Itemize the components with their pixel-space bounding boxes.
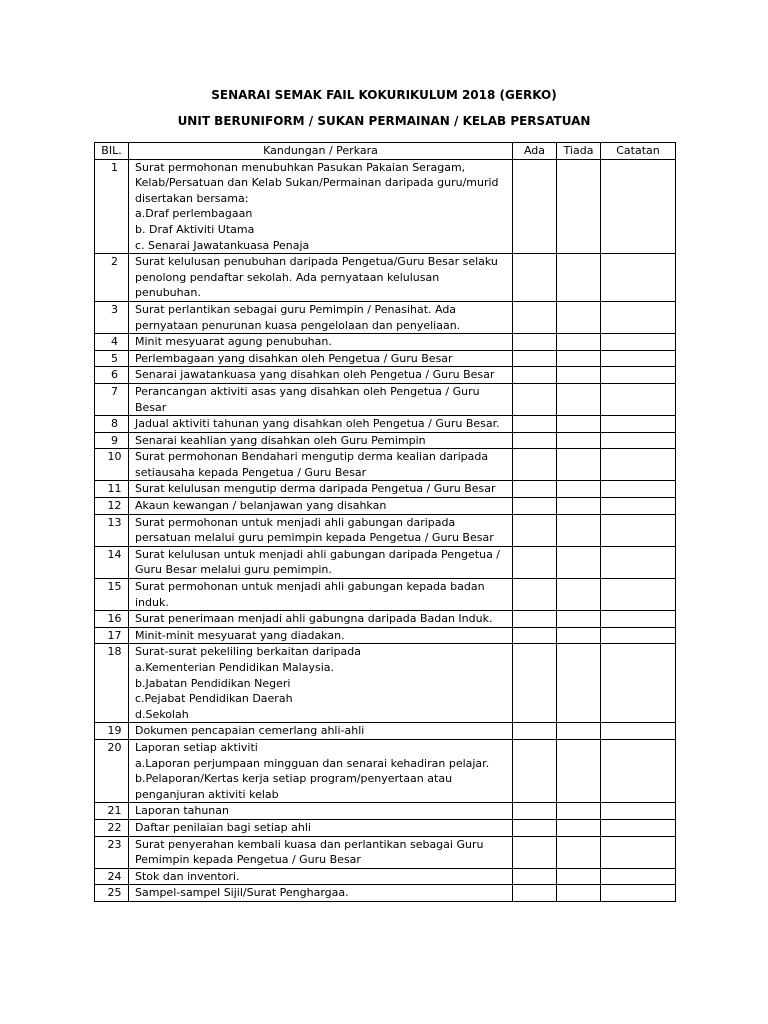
row-number: 2 <box>95 254 129 302</box>
row-number: 7 <box>95 383 129 415</box>
row-number: 24 <box>95 868 129 885</box>
row-number: 3 <box>95 301 129 333</box>
row-item <box>129 819 513 836</box>
row-number: 14 <box>95 546 129 578</box>
row-number: 15 <box>95 579 129 611</box>
tiada-cell[interactable] <box>557 723 601 740</box>
table-row <box>95 367 676 384</box>
item-text-line: Surat permohonan untuk menjadi ahli gabungan kepada badan <box>135 580 485 594</box>
ada-cell[interactable] <box>513 432 557 449</box>
tiada-cell[interactable] <box>557 868 601 885</box>
row-item <box>129 514 513 546</box>
tiada-cell[interactable] <box>557 432 601 449</box>
row-item <box>129 367 513 384</box>
item-text-line: c.Pejabat Pendidikan Daerah <box>135 692 293 706</box>
tiada-cell[interactable] <box>557 367 601 384</box>
catatan-cell[interactable] <box>601 514 676 546</box>
row-number: 4 <box>95 334 129 351</box>
ada-cell[interactable] <box>513 611 557 628</box>
row-number: 19 <box>95 723 129 740</box>
tiada-cell[interactable] <box>557 546 601 578</box>
catatan-cell[interactable] <box>601 350 676 367</box>
tiada-cell[interactable] <box>557 350 601 367</box>
tiada-cell[interactable] <box>557 885 601 902</box>
table-row <box>95 416 676 433</box>
catatan-cell[interactable] <box>601 449 676 481</box>
row-number: 22 <box>95 819 129 836</box>
item-text-line: pernyataan penurunan kuasa pengelolaan dan penyeliaan. <box>135 318 461 332</box>
catatan-cell[interactable] <box>601 579 676 611</box>
catatan-cell[interactable] <box>601 301 676 333</box>
tiada-cell[interactable] <box>557 159 601 254</box>
item-text-line: Surat perlantikan sebagai guru Pemimpin / Penasihat. Ada <box>135 302 457 316</box>
item-text-line: Surat penerimaan menjadi ahli gabungna daripada Badan Induk. <box>135 612 493 626</box>
table-row <box>95 301 676 333</box>
ada-cell[interactable] <box>513 416 557 433</box>
ada-cell[interactable] <box>513 739 557 802</box>
header-item: Kandungan / Perkara <box>129 143 513 160</box>
table-header-row <box>95 143 676 160</box>
catatan-cell[interactable] <box>601 159 676 254</box>
row-item <box>129 627 513 644</box>
row-number: 8 <box>95 416 129 433</box>
item-text-line: Minit mesyuarat agung penubuhan. <box>135 335 332 349</box>
table-row <box>95 334 676 351</box>
header-ada: Ada <box>513 143 557 160</box>
tiada-cell[interactable] <box>557 449 601 481</box>
row-item <box>129 868 513 885</box>
table-row <box>95 383 676 415</box>
table-row <box>95 159 676 254</box>
tiada-cell[interactable] <box>557 416 601 433</box>
ada-cell[interactable] <box>513 627 557 644</box>
row-item <box>129 301 513 333</box>
ada-cell[interactable] <box>513 723 557 740</box>
row-number: 13 <box>95 514 129 546</box>
table-row <box>95 627 676 644</box>
row-item <box>129 644 513 723</box>
catatan-cell[interactable] <box>601 885 676 902</box>
ada-cell[interactable] <box>513 885 557 902</box>
item-text-line: Guru Besar melalui guru pemimpin. <box>135 563 332 577</box>
item-text-line: Senarai jawatankuasa yang disahkan oleh Pengetua / Guru Besar <box>135 368 495 382</box>
catatan-cell[interactable] <box>601 432 676 449</box>
ada-cell[interactable] <box>513 350 557 367</box>
row-number: 10 <box>95 449 129 481</box>
item-text-line: a.Draf perlembagaan <box>135 207 253 221</box>
catatan-cell[interactable] <box>601 334 676 351</box>
catatan-cell[interactable] <box>601 254 676 302</box>
ada-cell[interactable] <box>513 498 557 515</box>
tiada-cell[interactable] <box>557 836 601 868</box>
ada-cell[interactable] <box>513 579 557 611</box>
item-text-line: Surat-surat pekeliling berkaitan daripada <box>135 645 361 659</box>
item-text-line: Senarai keahlian yang disahkan oleh Guru Pemimpin <box>135 433 426 447</box>
tiada-cell[interactable] <box>557 481 601 498</box>
item-text-line: Kelab/Persatuan dan Kelab Sukan/Permainan daripada guru/murid <box>135 176 499 190</box>
item-text-line: Besar <box>135 400 167 414</box>
document-subtitle: UNIT BERUNIFORM / SUKAN PERMAINAN / KELAB PERSATUAN <box>177 114 591 128</box>
ada-cell[interactable] <box>513 383 557 415</box>
row-item <box>129 803 513 820</box>
item-text-line: Laporan tahunan <box>135 804 229 818</box>
item-text-line: Surat penyerahan kembali kuasa dan perlantikan sebagai Guru <box>135 837 484 851</box>
ada-cell[interactable] <box>513 334 557 351</box>
tiada-cell[interactable] <box>557 383 601 415</box>
row-item <box>129 579 513 611</box>
table-row <box>95 579 676 611</box>
ada-cell[interactable] <box>513 159 557 254</box>
table-row <box>95 819 676 836</box>
row-item <box>129 498 513 515</box>
tiada-cell[interactable] <box>557 611 601 628</box>
catatan-cell[interactable] <box>601 644 676 723</box>
row-number: 12 <box>95 498 129 515</box>
item-text-line: penubuhan. <box>135 286 201 300</box>
item-text-line: Surat permohonan Bendahari mengutip derma kealian daripada <box>135 450 489 464</box>
table-row <box>95 449 676 481</box>
tiada-cell[interactable] <box>557 819 601 836</box>
row-item <box>129 254 513 302</box>
catatan-cell[interactable] <box>601 627 676 644</box>
item-text-line: b.Pelaporan/Kertas kerja setiap program/penyertaan atau <box>135 772 453 786</box>
item-text-line: a.Kementerian Pendidikan Malaysia. <box>135 661 334 674</box>
tiada-cell[interactable] <box>557 334 601 351</box>
item-text-line: Jadual aktiviti tahunan yang disahkan oleh Pengetua / Guru Besar. <box>135 417 500 431</box>
item-text-line: a.Laporan perjumpaan mingguan dan senarai kehadiran pelajar. <box>135 756 490 770</box>
header-catatan: Catatan <box>601 143 676 160</box>
catatan-cell[interactable] <box>601 803 676 820</box>
ada-cell[interactable] <box>513 546 557 578</box>
catatan-cell[interactable] <box>601 416 676 433</box>
row-number: 11 <box>95 481 129 498</box>
document-title: SENARAI SEMAK FAIL KOKURIKULUM 2018 (GERKO) <box>211 88 557 102</box>
item-text-line: Perlembagaan yang disahkan oleh Pengetua / Guru Besar <box>135 351 453 365</box>
item-text-line: Akaun kewangan / belanjawan yang disahkan <box>135 499 387 513</box>
row-item <box>129 481 513 498</box>
table-row <box>95 432 676 449</box>
row-item <box>129 416 513 433</box>
row-number: 23 <box>95 836 129 868</box>
item-text-line: setiausaha kepada Pengetua / Guru Besar <box>135 465 367 479</box>
row-number: 25 <box>95 885 129 902</box>
item-text-line: Surat permohonan untuk menjadi ahli gabungan daripada <box>135 515 456 529</box>
row-item <box>129 159 513 254</box>
row-item <box>129 885 513 902</box>
ada-cell[interactable] <box>513 254 557 302</box>
ada-cell[interactable] <box>513 836 557 868</box>
row-number: 6 <box>95 367 129 384</box>
catatan-cell[interactable] <box>601 836 676 868</box>
ada-cell[interactable] <box>513 481 557 498</box>
row-number: 5 <box>95 350 129 367</box>
item-text-line: induk. <box>135 595 169 609</box>
ada-cell[interactable] <box>513 514 557 546</box>
row-number: 20 <box>95 739 129 802</box>
table-row <box>95 868 676 885</box>
item-text-line: penolong pendaftar sekolah. Ada pernyataan kelulusan <box>135 270 440 284</box>
ada-cell[interactable] <box>513 301 557 333</box>
catatan-cell[interactable] <box>601 819 676 836</box>
row-item <box>129 546 513 578</box>
table-row <box>95 254 676 302</box>
catatan-cell[interactable] <box>601 383 676 415</box>
catatan-cell[interactable] <box>601 367 676 384</box>
catatan-cell[interactable] <box>601 546 676 578</box>
item-text-line: b. Draf Aktiviti Utama <box>135 222 255 236</box>
ada-cell[interactable] <box>513 868 557 885</box>
table-row <box>95 611 676 628</box>
item-text-line: penganjuran aktiviti kelab <box>135 787 279 801</box>
tiada-cell[interactable] <box>557 644 601 723</box>
tiada-cell[interactable] <box>557 627 601 644</box>
tiada-cell[interactable] <box>557 301 601 333</box>
table-row <box>95 498 676 515</box>
item-text-line: Stok dan inventori. <box>135 869 240 883</box>
table-row <box>95 546 676 578</box>
table-row <box>95 644 676 723</box>
row-item <box>129 432 513 449</box>
item-text-line: Surat kelulusan penubuhan daripada Pengetua/Guru Besar selaku <box>135 255 498 269</box>
item-text-line: disertakan bersama: <box>135 191 249 205</box>
catatan-cell[interactable] <box>601 498 676 515</box>
row-item <box>129 611 513 628</box>
row-number: 17 <box>95 627 129 644</box>
tiada-cell[interactable] <box>557 498 601 515</box>
tiada-cell[interactable] <box>557 803 601 820</box>
header-bil: BIL. <box>95 143 129 160</box>
item-text-line: Perancangan aktiviti asas yang disahkan oleh Pengetua / Guru <box>135 384 480 398</box>
table-row <box>95 350 676 367</box>
catatan-cell[interactable] <box>601 481 676 498</box>
item-text-line: Sampel-sampel Sijil/Surat Penghargaa. <box>135 886 349 900</box>
row-number: 9 <box>95 432 129 449</box>
row-number: 16 <box>95 611 129 628</box>
catatan-cell[interactable] <box>601 739 676 802</box>
ada-cell[interactable] <box>513 803 557 820</box>
tiada-cell[interactable] <box>557 579 601 611</box>
item-text-line: Dokumen pencapaian cemerlang ahli-ahli <box>135 724 365 738</box>
ada-cell[interactable] <box>513 449 557 481</box>
item-text-line: Surat kelulusan mengutip derma daripada Pengetua / Guru Besar <box>135 482 496 496</box>
row-item <box>129 739 513 802</box>
row-item <box>129 383 513 415</box>
catatan-cell[interactable] <box>601 723 676 740</box>
item-text-line: c. Senarai Jawatankuasa Penaja <box>135 238 310 252</box>
row-item <box>129 334 513 351</box>
table-row <box>95 803 676 820</box>
item-text-line: persatuan melalui guru pemimpin kepada Pengetua / Guru Besar <box>135 531 494 545</box>
row-item <box>129 449 513 481</box>
header-tiada: Tiada <box>557 143 601 160</box>
row-item <box>129 723 513 740</box>
item-text-line: Minit-minit mesyuarat yang diadakan. <box>135 628 345 642</box>
row-item <box>129 350 513 367</box>
table-row <box>95 739 676 802</box>
row-number: 18 <box>95 644 129 723</box>
item-text-line: Daftar penilaian bagi setiap ahli <box>135 820 311 834</box>
tiada-cell[interactable] <box>557 514 601 546</box>
table-row <box>95 723 676 740</box>
checklist-table <box>94 142 676 902</box>
item-text-line: Pemimpin kepada Pengetua / Guru Besar <box>135 853 361 867</box>
item-text-line: Surat kelulusan untuk menjadi ahli gabungan daripada Pengetua / <box>135 547 501 561</box>
item-text-line: Surat permohonan menubuhkan Pasukan Pakaian Seragam, <box>135 160 466 174</box>
item-text-line: Laporan setiap aktiviti <box>135 740 258 754</box>
table-row <box>95 514 676 546</box>
item-text-line: b.Jabatan Pendidikan Negeri <box>135 676 291 690</box>
table-row <box>95 885 676 902</box>
item-text-line: d.Sekolah <box>135 707 189 721</box>
ada-cell[interactable] <box>513 819 557 836</box>
tiada-cell[interactable] <box>557 739 601 802</box>
ada-cell[interactable] <box>513 367 557 384</box>
row-number: 1 <box>95 159 129 254</box>
table-body <box>95 159 676 901</box>
catatan-cell[interactable] <box>601 868 676 885</box>
tiada-cell[interactable] <box>557 254 601 302</box>
catatan-cell[interactable] <box>601 611 676 628</box>
ada-cell[interactable] <box>513 644 557 723</box>
row-number: 21 <box>95 803 129 820</box>
table-row <box>95 481 676 498</box>
row-item <box>129 836 513 868</box>
table-row <box>95 836 676 868</box>
